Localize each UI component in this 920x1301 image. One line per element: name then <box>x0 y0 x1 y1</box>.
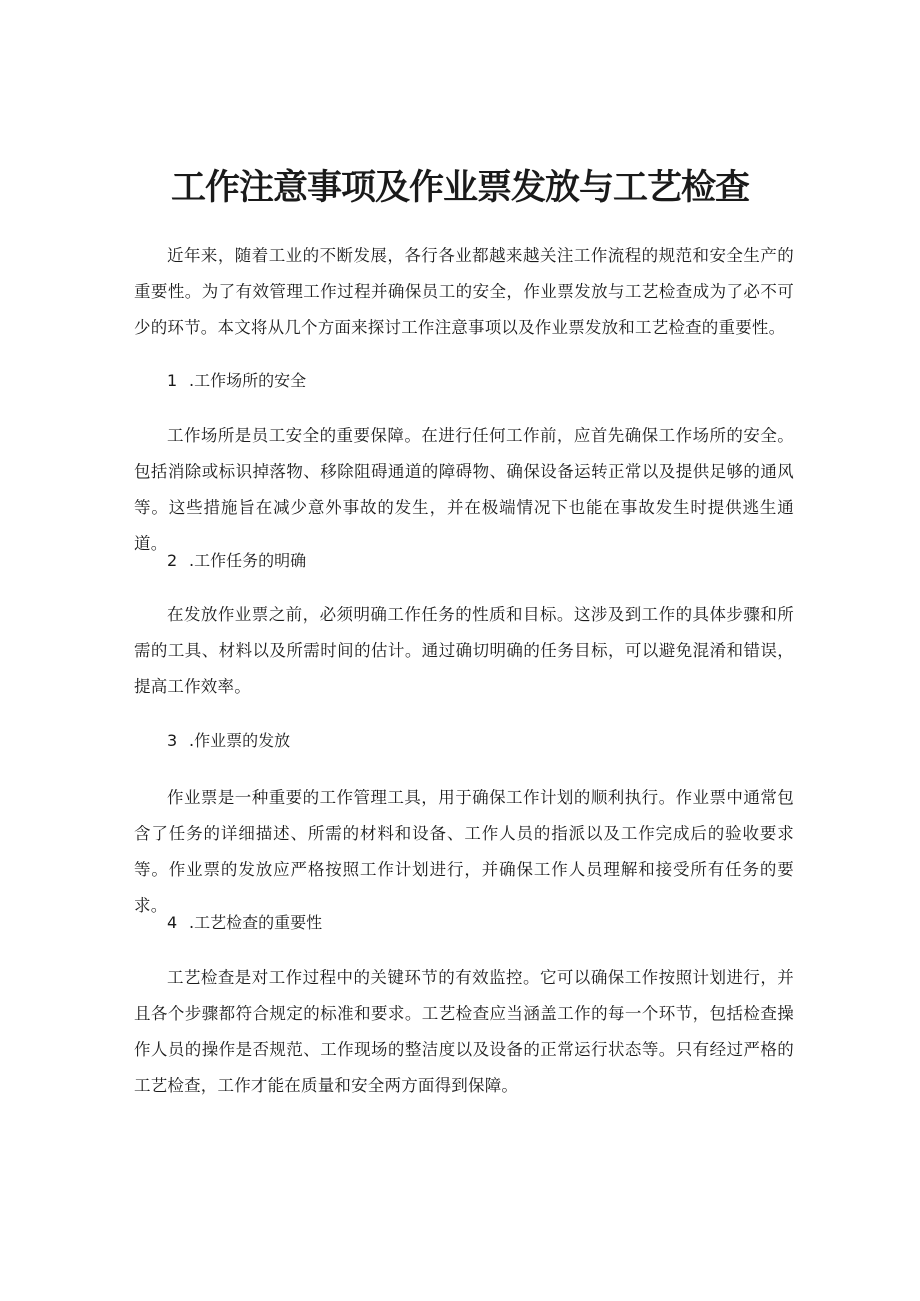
section-number: 4 <box>167 913 178 932</box>
section-heading-text: .工作场所的安全 <box>189 371 307 390</box>
section-heading-4 <box>167 908 767 938</box>
section-number: 1 <box>167 371 178 390</box>
section-number: 3 <box>167 731 178 750</box>
section-heading-3 <box>167 726 767 756</box>
page-title: 工作注意事项及作业票发放与工艺检查 <box>170 168 749 208</box>
section-heading-1 <box>167 366 767 396</box>
section-body-2: 在发放作业票之前，必须明确工作任务的性质和目标。这涉及到工作的具体步骤和所需的工具、材料以及所需时间的估计。通过确切明确的任务目标，可以避免混淆和错误，提高工作效率。 <box>134 605 794 696</box>
section-heading-text: .作业票的发放 <box>189 731 291 750</box>
intro-paragraph: 近年来，随着工业的不断发展，各行各业都越来越关注工作流程的规范和安全生产的重要性。为了有效管理工作过程并确保员工的安全，作业票发放与工艺检查成为了必不可少的环节。本文将从几个方面来探讨工作注意事项以及作业票发放和工艺检查的重要性。 <box>134 246 794 337</box>
section-heading-text: .工作任务的明确 <box>189 551 307 570</box>
section-number: 2 <box>167 551 178 570</box>
section-body-4: 工艺检查是对工作过程中的关键环节的有效监控。它可以确保工作按照计划进行，并且各个步骤都符合规定的标准和要求。工艺检查应当涵盖工作的每一个环节，包括检查操作人员的操作是否规范、工作现场的整洁度以及设备的正常运行状态等。只有经过严格的工艺检查，工作才能在质量和安全两方面得到保障。 <box>134 968 794 1095</box>
section-heading-text: .工艺检查的重要性 <box>189 913 323 932</box>
section-body-1: 工作场所是员工安全的重要保障。在进行任何工作前，应首先确保工作场所的安全。包括消除或标识掉落物、移除阻碍通道的障碍物、确保设备运转正常以及提供足够的通风等。这些措施旨在减少意外事故的发生，并在极端情况下也能在事故发生时提供逃生通道。 <box>134 426 794 553</box>
section-heading-2 <box>167 546 767 576</box>
section-body-3: 作业票是一种重要的工作管理工具，用于确保工作计划的顺利执行。作业票中通常包含了任务的详细描述、所需的材料和设备、工作人员的指派以及工作完成后的验收要求等。作业票的发放应严格按照工作计划进行，并确保工作人员理解和接受所有任务的要求。 <box>134 788 794 915</box>
